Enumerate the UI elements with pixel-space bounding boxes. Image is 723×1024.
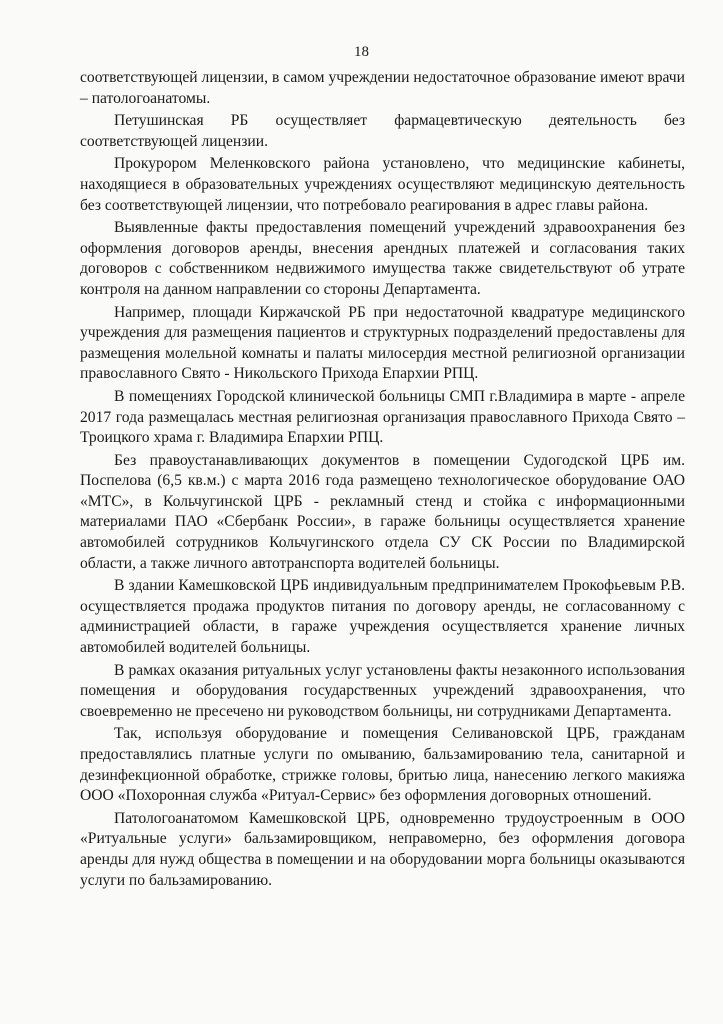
paragraph-vladimir-hospital: В помещениях Городской клинической больницы СМП г.Владимира в марте - апреле 2017 года размещалась местная религиозная организация православного Прихода Свято – Троицкого храма г. Владимира Епархии РПЦ. [80, 387, 685, 447]
paragraph-facts-premises: Выявленные факты предоставления помещений учреждений здравоохранения без оформления договоров аренды, внесения арендных платежей и согласования таких договоров с собственником недвижимого имущества также свидетельствуют об утрате контроля на данном направлении со стороны Департамента. [80, 219, 685, 298]
paragraph-sudogda-kolchugino: Без правоустанавливающих документов в помещении Судогодской ЦРБ им. Поспелова (6,5 кв.м.) с марта 2016 года размещено технологическое оборудование ОАО «МТС», в Кольчугинской ЦРБ - рекламный стенд и стойка с информационными материалами ПАО «Сбербанк России», в гараже больницы осуществляется хранение автомобилей сотрудников Кольчугинского отдела СУ СК России по Владимирской области, а также личного автотранспорта водителей больницы. [80, 451, 685, 572]
paragraph-melenki: Прокурором Меленковского района установлено, что медицинские кабинеты, находящиеся в образовательных учреждениях осуществляют медицинскую деятельность без соответствующей лицензии, что потребовало реагирования в адрес главы района. [80, 155, 685, 214]
paragraph-kirzhach: Например, площади Киржачской РБ при недостаточной квадратуре медицинского учреждения для размещения пациентов и структурных подразделений предоставлены для размещения молельной комнаты и палаты милосердия местной религиозной организации православного Свято - Никольского Прихода Епархии РПЦ. [80, 303, 685, 383]
paragraph-ritual-services: В рамках оказания ритуальных услуг установлены факты незаконного использования помещения и оборудования государственных учреждений здравоохранения, что своевременно не пресечено ни руководством больницы, ни сотрудниками Департамента. [80, 661, 685, 720]
paragraph-pathologist: Патологоанатомом Камешковской ЦРБ, одновременно трудоустроенным в ООО «Ритуальные услуги» бальзамировщиком, неправомерно, без оформления договора аренды для нужд общества в помещении и на оборудовании морга больницы оказываются услуги по бальзамированию. [80, 809, 685, 889]
page-number: 18 [354, 44, 369, 60]
document-body [80, 68, 685, 893]
paragraph-kameshkovo: В здании Камешковской ЦРБ индивидуальным предпринимателем Прокофьевым Р.В. осуществляется продажа продуктов питания по договору аренды, не согласованному с администрацией области, в гараже учреждения осуществляется хранение личных автомобилей водителей больницы. [80, 577, 685, 657]
paragraph-petushinsk: Петушинская РБ осуществляет фармацевтическую деятельность без соответствующей лицензии. [80, 112, 685, 150]
paragraph-selivanovo: Так, используя оборудование и помещения Селивановской ЦРБ, гражданам предоставлялись платные услуги по омыванию, бальзамированию тела, санитарной и дезинфекционной обработке, стрижке головы, бритью лица, нанесению легкого макияжа ООО «Похоронная служба «Ритуал-Сервис» без оформления договорных отношений. [80, 725, 685, 805]
paragraph-continuation: соответствующей лицензии, в самом учреждении недостаточное образование имеют врачи – патологоанатомы. [80, 69, 685, 107]
